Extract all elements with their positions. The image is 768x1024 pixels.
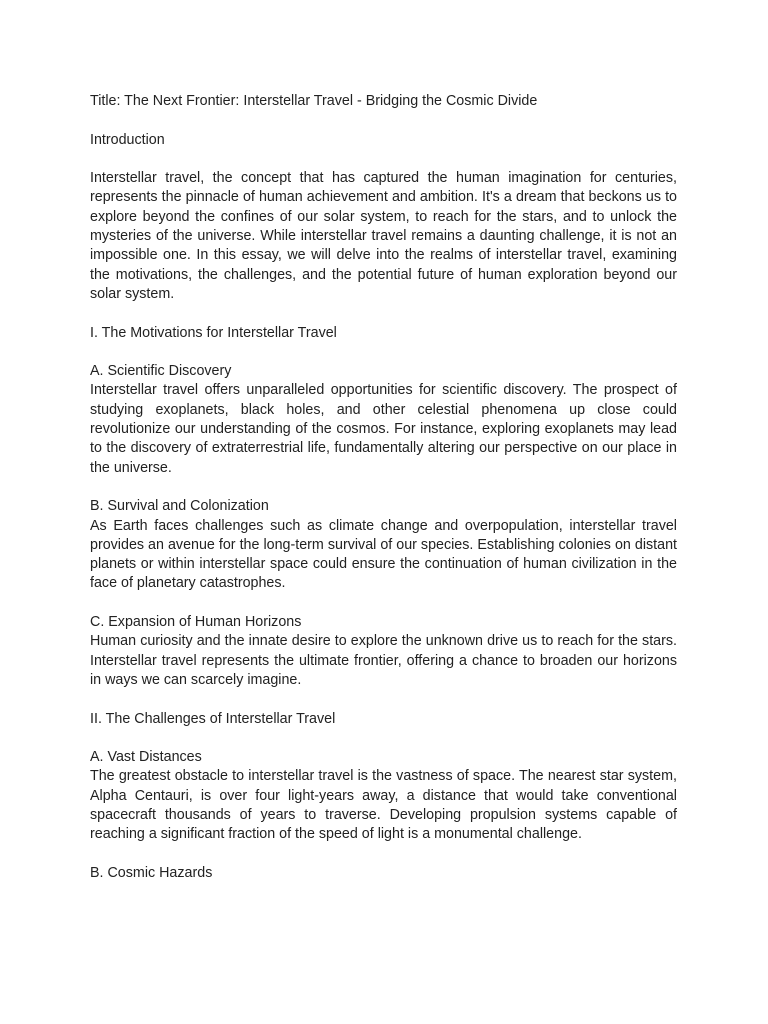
subsection-human-horizons	[90, 613, 677, 690]
subsection-paragraph: Interstellar travel offers unparalleled opportunities for scientific discovery. The prospect of studying exoplanets, black holes, and other celestial phenomena up close could revolutionize our understanding of the cosmos. For instance, exploring exoplanets may lead to the discovery of extraterrestrial life, fundamentally altering our perspective on our place in the universe.	[90, 382, 677, 476]
section-heading-challenges: II. The Challenges of Interstellar Travel	[90, 710, 336, 727]
subsection-cosmic-hazards	[90, 864, 677, 883]
subsection-heading: B. Cosmic Hazards	[90, 864, 213, 881]
subsection-survival-colonization	[90, 497, 677, 593]
subsection-heading: B. Survival and Colonization	[90, 498, 269, 515]
subsection-paragraph: Human curiosity and the innate desire to explore the unknown drive us to reach for the stars. Interstellar travel represents the ultimate frontier, offering a chance to broaden our horizons in ways we can scarcely imagine.	[90, 633, 677, 688]
subsection-vast-distances	[90, 748, 677, 844]
subsection-paragraph: The greatest obstacle to interstellar travel is the vastness of space. The nearest star system, Alpha Centauri, is over four light-years away, a distance that would take conventional spacecraft thousands of years to traverse. Developing propulsion systems capable of reaching a significant fraction of the speed of light is a monumental challenge.	[90, 768, 677, 843]
subsection-scientific-discovery	[90, 362, 677, 478]
introduction-paragraph: Interstellar travel, the concept that has captured the human imagination for centuries, represents the pinnacle of human achievement and ambition. It's a dream that beckons us to explore beyond the confines of our solar system, to reach for the stars, and to unlock the mysteries of the universe. While interstellar travel remains a daunting challenge, it is not an impossible one. In this essay, we will delve into the realms of interstellar travel, examining the motivations, the challenges, and the potential future of human exploration beyond our solar system.	[90, 170, 677, 302]
section-heading-motivations: I. The Motivations for Interstellar Travel	[90, 324, 337, 341]
document-page	[90, 92, 677, 902]
subsection-heading: A. Scientific Discovery	[90, 363, 232, 380]
subsection-heading: A. Vast Distances	[90, 749, 202, 766]
document-title: Title: The Next Frontier: Interstellar Travel - Bridging the Cosmic Divide	[90, 93, 538, 109]
subsection-paragraph: As Earth faces challenges such as climate change and overpopulation, interstellar travel provides an avenue for the long-term survival of our species. Establishing colonies on distant planets or within interstellar space could ensure the continuation of human civilization in the face of planetary catastrophes.	[90, 517, 677, 592]
subsection-heading: C. Expansion of Human Horizons	[90, 614, 302, 631]
introduction-heading: Introduction	[90, 131, 165, 148]
